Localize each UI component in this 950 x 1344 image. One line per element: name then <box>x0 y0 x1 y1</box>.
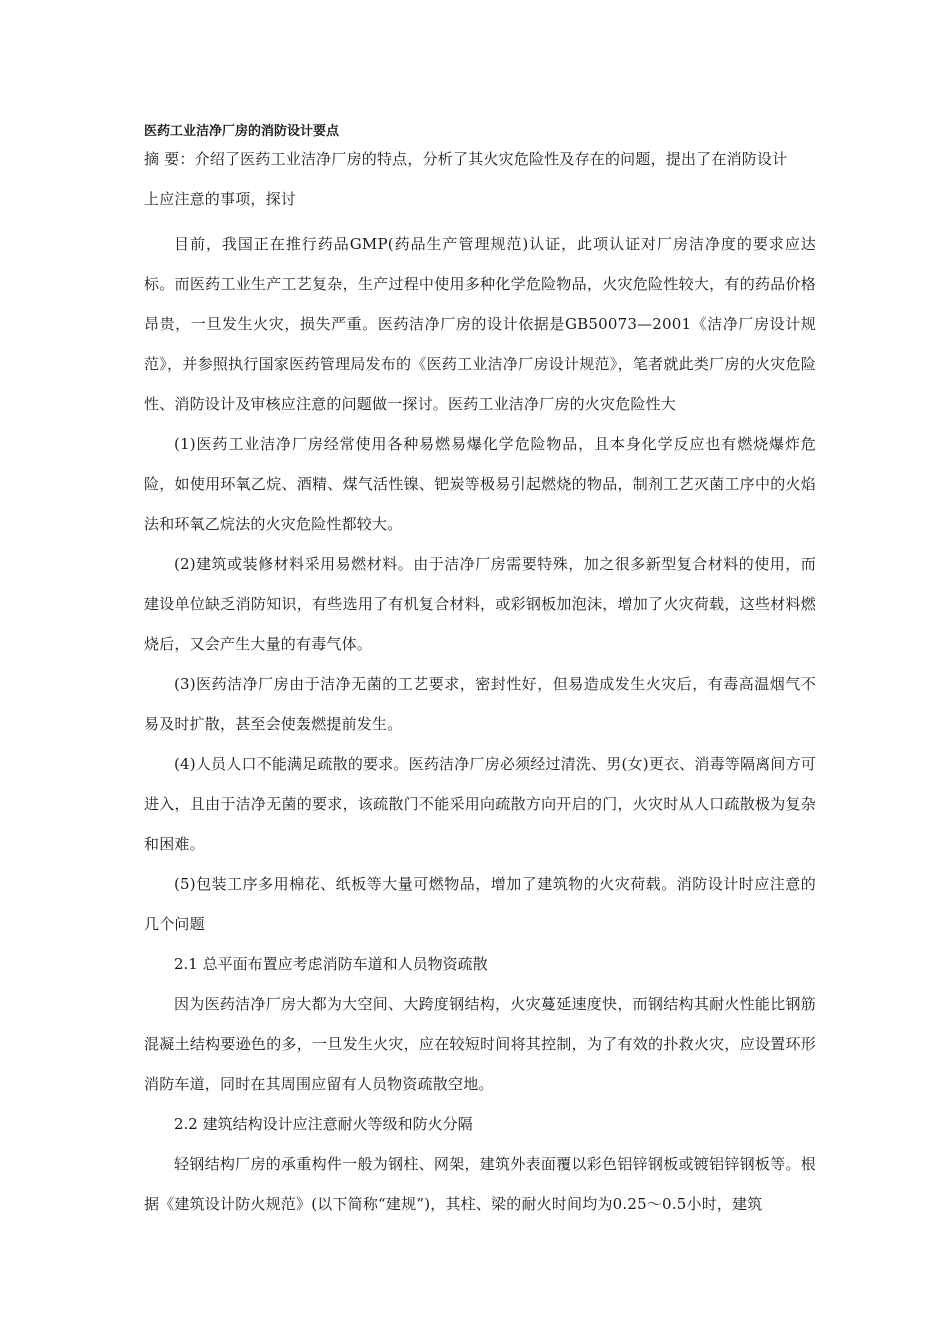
abstract-line-2: 上应注意的事项，探讨 <box>144 190 297 208</box>
section-2-2-heading: 2.2 建筑结构设计应注意耐火等级和防火分隔 <box>174 1115 473 1133</box>
document-title: 医药工业洁净厂房的消防设计要点 <box>144 124 340 139</box>
paragraph-hazard-5: (5)包装工序多用棉花、纸板等大量可燃物品，增加了建筑物的火灾荷载。消防设计时应注意的几个问题 <box>144 875 816 933</box>
document-body <box>144 122 816 1224</box>
paragraph-hazard-1: (1)医药工业洁净厂房经常使用各种易燃易爆化学危险物品，且本身化学反应也有燃烧爆炸危险，如使用环氧乙烷、酒精、煤气活性镍、钯炭等极易引起燃烧的物品，制剂工艺灭菌工序中的火焰法和环氧乙烷法的火灾危险性都较大。 <box>144 435 816 533</box>
paragraph-intro: 目前，我国正在推行药品GMP(药品生产管理规范)认证，此项认证对厂房洁净度的要求应达标。而医药工业生产工艺复杂，生产过程中使用多种化学危险物品，火灾危险性较大，有的药品价格昂贵，一旦发生火灾，损失严重。医药洁净厂房的设计依据是GB50073—2001《洁净厂房设计规范》，并参照执行国家医药管理局发布的《医药工业洁净厂房设计规范》，笔者就此类厂房的火灾危险性、消防设计及审核应注意的问题做一探讨。医药工业洁净厂房的火灾危险性大 <box>144 235 816 413</box>
section-2-1-body: 因为医药洁净厂房大都为大空间、大跨度钢结构，火灾蔓延速度快，而钢结构其耐火性能比钢筋混凝土结构要逊色的多，一旦发生火灾，应在较短时间将其控制，为了有效的扑救火灾，应设置环形消防车道，同时在其周围应留有人员物资疏散空地。 <box>144 995 816 1093</box>
section-2-2-body: 轻钢结构厂房的承重构件一般为钢柱、网架，建筑外表面覆以彩色铝锌钢板或镀铝锌钢板等。根据《建筑设计防火规范》(以下简称“建规”)，其柱、梁的耐火时间均为0.25～0.5小时，建筑 <box>144 1155 816 1213</box>
paragraph-hazard-4: (4)人员人口不能满足疏散的要求。医药洁净厂房必须经过清洗、男(女)更衣、消毒等隔离间方可进入，且由于洁净无菌的要求，该疏散门不能采用向疏散方向开启的门，火灾时从人口疏散极为复杂和困难。 <box>144 755 816 853</box>
abstract-line-1: 摘 要：介绍了医药工业洁净厂房的特点，分析了其火灾危险性及存在的问题，提出了在消防设计 <box>144 150 788 168</box>
paragraph-hazard-3: (3)医药洁净厂房由于洁净无菌的工艺要求，密封性好，但易造成发生火灾后，有毒高温烟气不易及时扩散，甚至会使轰燃提前发生。 <box>144 675 816 733</box>
section-2-1-heading: 2.1 总平面布置应考虑消防车道和人员物资疏散 <box>174 955 488 973</box>
paragraph-hazard-2: (2)建筑或装修材料采用易燃材料。由于洁净厂房需要特殊，加之很多新型复合材料的使用，而建设单位缺乏消防知识，有些选用了有机复合材料，或彩钢板加泡沫，增加了火灾荷载，这些材料燃烧后，又会产生大量的有毒气体。 <box>144 555 816 653</box>
